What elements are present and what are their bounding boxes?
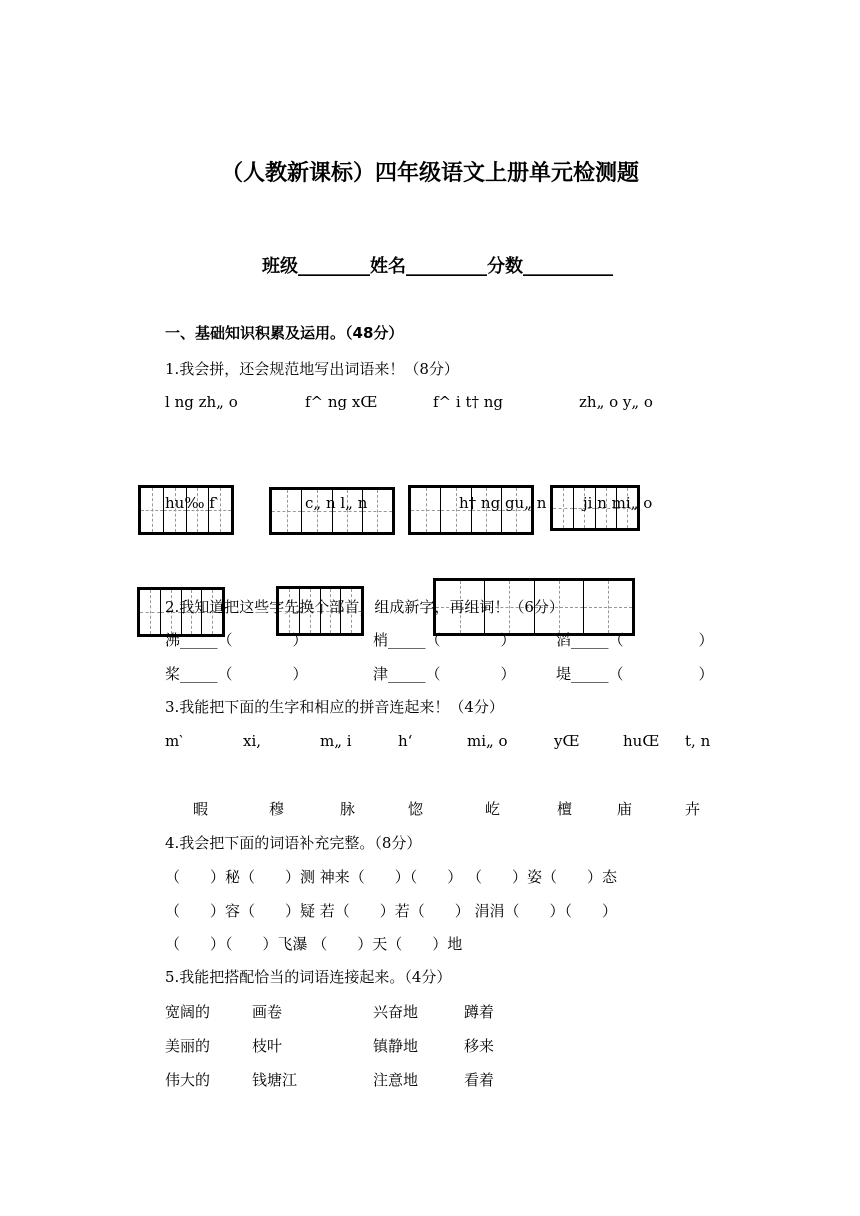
char-item: 屹 <box>485 800 501 818</box>
q2-item: 梢_____（ ） <box>373 631 516 649</box>
q4-row-1: （ ）秘（ ）测 神来（ ）（ ） （ ）姿（ ）态 <box>165 868 618 886</box>
char-item: 檀 <box>557 800 573 818</box>
q5-word: 枝叶 <box>252 1037 283 1055</box>
pinyin-item: m„ i <box>320 732 352 750</box>
char-item: 惚 <box>408 800 424 818</box>
student-info-line: 班级________姓名_________分数__________ <box>262 256 613 277</box>
q5-word: 伟大的 <box>165 1071 211 1089</box>
q4-row-2: （ ）容（ ）疑 若（ ）若（ ） 涓涓（ ）（ ） <box>165 902 618 920</box>
q4-row-3: （ ）（ ）飞瀑 （ ）天（ ）地 <box>165 935 463 953</box>
q2-item: 津_____（ ） <box>373 665 516 683</box>
q1-prompt: 1.我会拼，还会规范地写出词语来！（8分） <box>165 360 459 378</box>
pinyin-item: zh„ o y„ o <box>579 393 653 411</box>
q4-prompt: 4.我会把下面的词语补充完整。（8分） <box>165 834 422 852</box>
q5-word: 兴奋地 <box>373 1003 419 1021</box>
pinyin-item: t, n <box>685 732 711 750</box>
pinyin-item: ji n mi„ o <box>583 494 653 512</box>
pinyin-item: m‵ <box>165 732 183 750</box>
q2-prompt: 2.我知道把这些字先换个部首，组成新字，再组词！（6分） <box>165 598 564 616</box>
pinyin-item: f^ i t† ng <box>433 393 504 411</box>
q5-word: 画卷 <box>252 1003 283 1021</box>
q2-item: 滔_____（ ） <box>556 631 714 649</box>
pinyin-item: xi, <box>243 732 262 750</box>
q5-word: 钱塘江 <box>252 1071 298 1089</box>
pinyin-item: c„ n l„ n <box>305 494 368 512</box>
pinyin-item: huŒ <box>623 732 660 750</box>
section-1-heading: 一、基础知识积累及运用。（48分） <box>165 324 404 342</box>
q2-item: 沸_____（ ） <box>165 631 308 649</box>
q2-item: 堤_____（ ） <box>556 665 714 683</box>
q5-word: 看着 <box>464 1071 495 1089</box>
q2-item: 桨_____（ ） <box>165 665 308 683</box>
pinyin-item: h‘ <box>398 732 413 750</box>
char-item: 穆 <box>269 800 285 818</box>
pinyin-item: mi„ o <box>467 732 508 750</box>
q5-prompt: 5.我能把搭配恰当的词语连接起来。（4分） <box>165 968 452 986</box>
pinyin-item: h† ng gu„ n <box>459 494 547 512</box>
char-item: 暇 <box>193 800 209 818</box>
q5-word: 注意地 <box>373 1071 419 1089</box>
pinyin-item: hu‰ f‵ <box>165 494 219 512</box>
char-item: 脉 <box>340 800 356 818</box>
pinyin-item: l ng zh„ o <box>165 393 238 411</box>
pinyin-item: yŒ <box>554 732 580 750</box>
q5-word: 宽阔的 <box>165 1003 211 1021</box>
page-title: （人教新课标）四年级语文上册单元检测题 <box>220 161 639 186</box>
q3-prompt: 3.我能把下面的生字和相应的拼音连起来！（4分） <box>165 698 504 716</box>
pinyin-item: f^ ng xŒ <box>305 393 378 411</box>
q5-word: 蹲着 <box>464 1003 495 1021</box>
q5-word: 移来 <box>464 1037 495 1055</box>
q5-word: 美丽的 <box>165 1037 211 1055</box>
q5-word: 镇静地 <box>373 1037 419 1055</box>
char-item: 卉 <box>685 800 701 818</box>
char-item: 庙 <box>617 800 633 818</box>
